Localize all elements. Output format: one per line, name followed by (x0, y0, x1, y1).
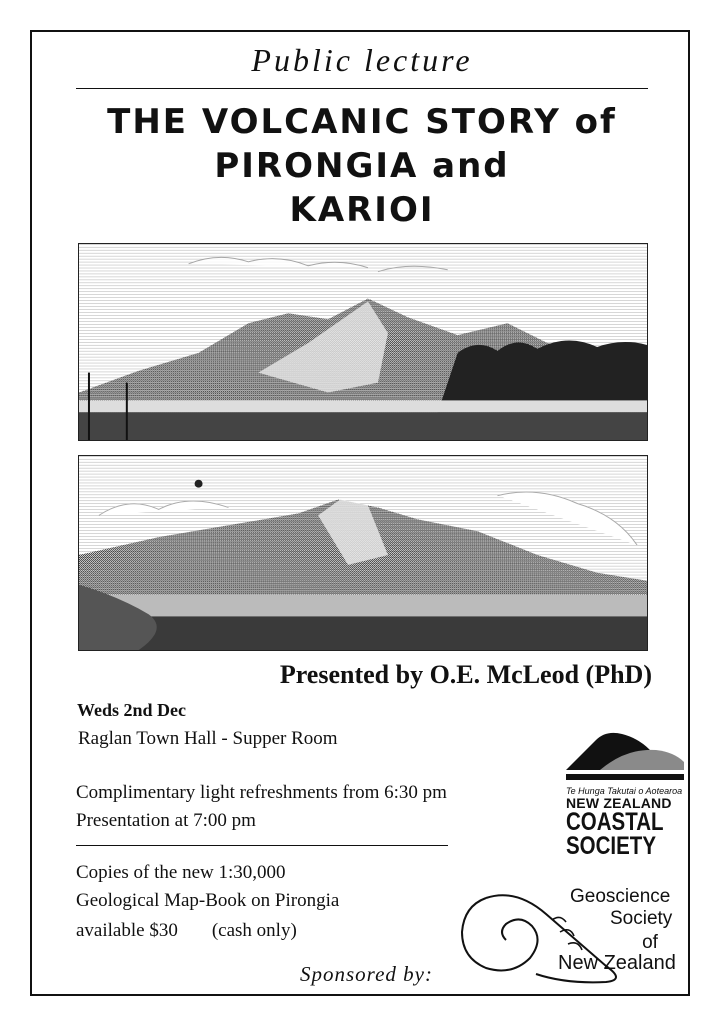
geoscience-society-line-2: Society (610, 908, 673, 929)
engraving-karioi (78, 455, 648, 651)
divider (76, 845, 448, 846)
geoscience-society-line-3: of (642, 932, 658, 953)
event-date: Weds 2nd Dec (77, 700, 187, 720)
book-line-2: Geological Map-Book on Pirongia (76, 890, 340, 911)
book-price-line (76, 920, 297, 942)
nz-coastal-society-logo (566, 728, 684, 858)
coastal-society-line-2: COASTAL (566, 808, 664, 836)
poster-title (0, 100, 724, 232)
divider (76, 88, 648, 89)
geoscience-society-line-4: New Zealand (558, 952, 676, 974)
refreshments-line: Complimentary light refreshments from 6:30 pm (76, 782, 447, 803)
presenter-line: Presented by O.E. McLeod (PhD) (279, 660, 652, 689)
coastal-society-line-1: NEW ZEALAND (566, 795, 672, 811)
title-line-1: THE VOLCANIC STORY of (107, 102, 617, 142)
poster-kicker: Public lecture (251, 42, 473, 78)
engraving-pirongia (78, 243, 648, 441)
title-line-3: KARIOI (289, 190, 435, 230)
presentation-time: Presentation at 7:00 pm (76, 810, 256, 831)
event-venue: Raglan Town Hall - Supper Room (78, 728, 338, 749)
coastal-society-line-3: SOCIETY (566, 832, 656, 860)
geoscience-society-line-1: Geoscience (570, 886, 671, 907)
book-price: available $30 (76, 920, 178, 941)
book-payment-note: (cash only) (211, 920, 297, 941)
coastal-society-emblem-icon (566, 728, 684, 784)
sponsored-by-label: Sponsored by: (300, 962, 433, 986)
title-line-2: PIRONGIA and (214, 146, 510, 186)
book-line-1: Copies of the new 1:30,000 (76, 862, 286, 883)
coastal-society-maori-name: Te Hunga Takutai o Aotearoa (566, 786, 683, 796)
